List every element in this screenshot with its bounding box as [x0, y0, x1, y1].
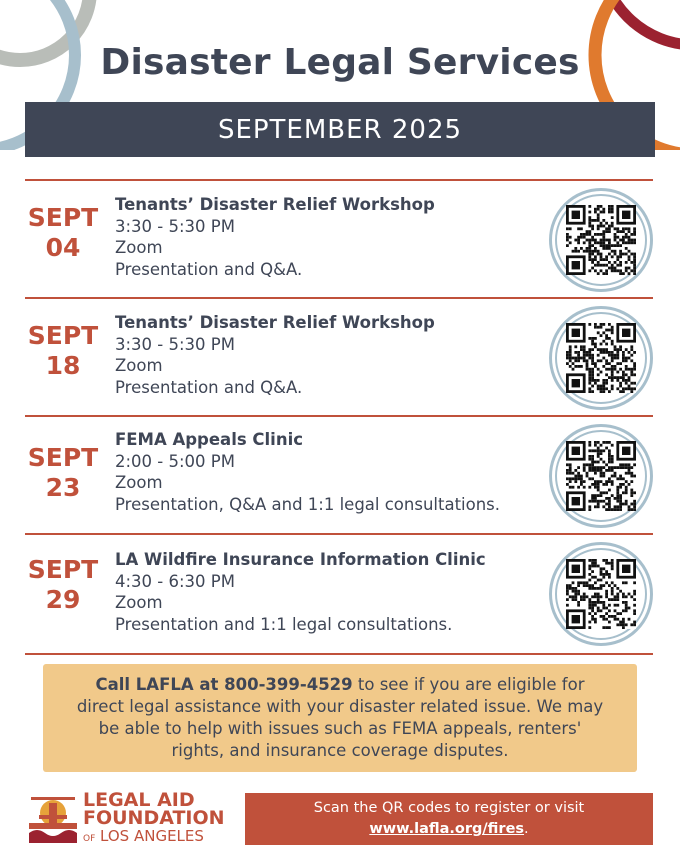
event-time: 4:30 - 6:30 PM	[115, 571, 235, 591]
qr-code[interactable]	[549, 188, 653, 292]
month-banner: SEPTEMBER 2025	[25, 102, 655, 157]
event-description: Presentation and Q&A.	[115, 259, 303, 279]
event-location: Zoom	[115, 593, 163, 612]
qr-code[interactable]	[549, 424, 653, 528]
event-row	[25, 297, 653, 417]
event-month: SEPT	[27, 203, 99, 232]
event-details	[115, 312, 435, 398]
event-time: 3:30 - 5:30 PM	[115, 334, 235, 354]
event-title: FEMA Appeals Clinic	[115, 430, 304, 449]
callout-text: to see if you are eligible for direct legal assistance with your disaster related issue. We may be able to help with issues such as FEMA appeals, renters' rights, and insurance coverage disputes.	[76, 675, 604, 760]
event-month: SEPT	[27, 555, 99, 584]
event-row	[25, 179, 653, 299]
event-time: 2:00 - 5:00 PM	[115, 451, 235, 471]
event-title: Tenants’ Disaster Relief Workshop	[115, 313, 435, 332]
event-row	[25, 415, 653, 535]
event-date	[25, 555, 101, 615]
logo-line2: FOUNDATION	[83, 807, 225, 829]
footer-register	[245, 793, 653, 845]
footer-text: Scan the QR codes to register or visit	[313, 800, 585, 816]
qr-code-icon	[566, 323, 636, 393]
event-description: Presentation, Q&A and 1:1 legal consultations.	[115, 494, 501, 514]
city-hall-icon	[27, 793, 79, 845]
event-title: Tenants’ Disaster Relief Workshop	[115, 195, 435, 214]
qr-code-icon	[566, 559, 636, 629]
event-day: 23	[45, 473, 81, 502]
event-location: Zoom	[115, 356, 163, 375]
qr-code-icon	[566, 441, 636, 511]
qr-code[interactable]	[549, 306, 653, 410]
event-day: 29	[45, 585, 81, 614]
callout-phone[interactable]: Call LAFLA at 800-399-4529	[95, 675, 353, 694]
event-location: Zoom	[115, 238, 163, 257]
footer-suffix: .	[524, 821, 529, 837]
event-date	[25, 321, 101, 381]
event-date	[25, 443, 101, 503]
event-title: LA Wildfire Insurance Information Clinic	[115, 550, 486, 569]
event-month: SEPT	[27, 321, 99, 350]
event-day: 04	[45, 233, 81, 262]
logo-line1: LEGAL AID	[83, 789, 195, 811]
lafla-logo	[27, 791, 227, 847]
qr-code-icon	[566, 205, 636, 275]
event-date	[25, 203, 101, 263]
event-month: SEPT	[27, 443, 99, 472]
event-location: Zoom	[115, 473, 163, 492]
event-row	[25, 533, 653, 655]
event-details	[115, 429, 500, 515]
event-description: Presentation and Q&A.	[115, 377, 303, 397]
event-details	[115, 194, 435, 280]
eligibility-callout	[43, 664, 637, 772]
logo-line3: LOS ANGELES	[100, 827, 204, 845]
qr-code[interactable]	[549, 542, 653, 646]
event-description: Presentation and 1:1 legal consultations.	[115, 614, 453, 634]
event-details	[115, 549, 486, 635]
event-day: 18	[45, 351, 81, 380]
event-time: 3:30 - 5:30 PM	[115, 216, 235, 236]
page-title: Disaster Legal Services	[100, 42, 580, 83]
footer-link[interactable]: www.lafla.org/fires	[369, 821, 525, 837]
logo-of: OF	[83, 834, 96, 844]
